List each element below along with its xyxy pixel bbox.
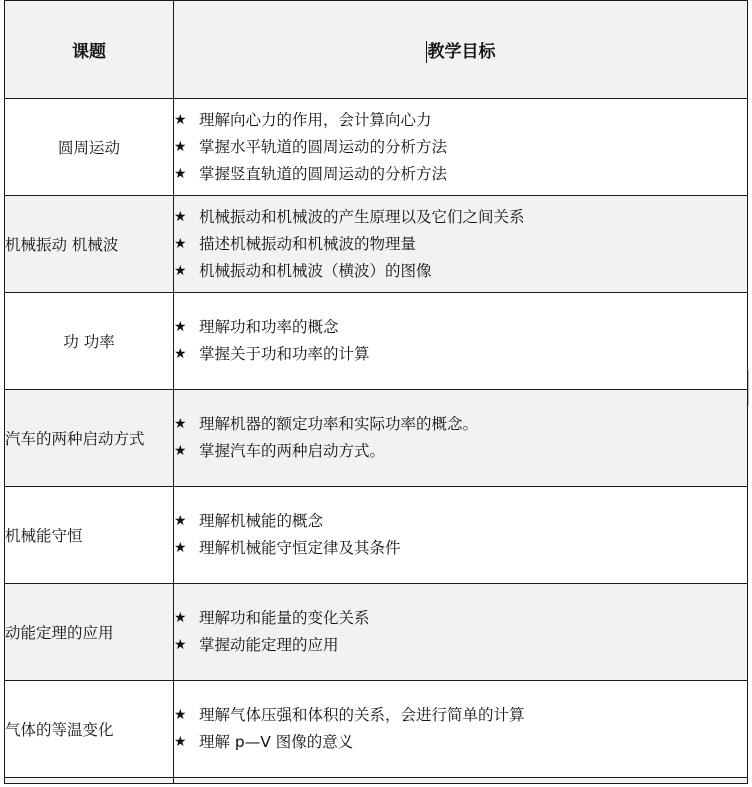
topic-cell[interactable]: 功 功率 [5, 293, 174, 390]
table-row [5, 487, 748, 584]
goals-cell[interactable] [174, 487, 748, 584]
table-row [5, 99, 748, 196]
star-bullet-icon: ★ [174, 208, 187, 225]
topic-cell[interactable]: 动能定理的应用 [5, 584, 174, 681]
teaching-goals-table [4, 0, 748, 784]
goal-item: ★ 理解向心力的作用，会计算向心力 [174, 107, 747, 134]
star-bullet-icon: ★ [174, 111, 187, 128]
star-bullet-icon: ★ [174, 346, 187, 362]
goal-item: ★ 机械振动和机械波的产生原理以及它们之间关系 [174, 204, 747, 231]
goal-item: ★ 掌握竖直轨道的圆周运动的分析方法 [174, 161, 747, 188]
goals-cell[interactable] [174, 390, 748, 487]
goal-item: ★ 理解气体压强和体积的关系，会进行简单的计算 [174, 702, 747, 729]
star-bullet-icon: ★ [174, 540, 187, 556]
header-row [5, 1, 748, 99]
goals-cell[interactable] [174, 99, 748, 196]
topic-cell[interactable]: 机械振动 机械波 [5, 196, 174, 293]
topic-header: 课题 [5, 1, 174, 99]
goals-cell[interactable] [174, 584, 748, 681]
goal-item: ★ 描述机械振动和机械波的物理量 [174, 231, 747, 258]
topic-cell[interactable]: 汽车的两种启动方式 [5, 390, 174, 487]
goal-item: ★ 理解机械能守恒定律及其条件 [174, 535, 747, 562]
table-row-partial [5, 778, 748, 784]
goal-item: ★ 掌握水平轨道的圆周运动的分析方法 [174, 134, 747, 161]
table-row [5, 584, 748, 681]
goals-cell[interactable] [174, 681, 748, 778]
star-bullet-icon: ★ [174, 734, 187, 750]
goal-item: ★ 理解功和能量的变化关系 [174, 605, 747, 632]
goal-item: ★ 掌握动能定理的应用 [174, 632, 747, 659]
goal-item: ★ 理解功和功率的概念 [174, 314, 747, 341]
star-bullet-icon: ★ [174, 513, 187, 529]
goal-item: ★ 机械振动和机械波（横波）的图像 [174, 258, 747, 285]
topic-cell[interactable]: 圆周运动 [5, 99, 174, 196]
goal-item: ★ 理解机器的额定功率和实际功率的概念。 [174, 411, 747, 438]
star-bullet-icon: ★ [174, 610, 187, 626]
star-bullet-icon: ★ [174, 319, 187, 335]
goal-item: ★ 掌握汽车的两种启动方式。 [174, 438, 747, 465]
topic-cell[interactable] [5, 778, 174, 784]
goals-cell[interactable] [174, 293, 748, 390]
goal-item: ★ 理解 p—V 图像的意义 [174, 729, 747, 756]
star-bullet-icon: ★ [174, 262, 187, 279]
star-bullet-icon: ★ [174, 235, 187, 252]
star-bullet-icon: ★ [174, 165, 187, 182]
goal-item: ★ 理解机械能的概念 [174, 508, 747, 535]
topic-cell[interactable]: 机械能守恒 [5, 487, 174, 584]
star-bullet-icon: ★ [174, 707, 187, 723]
star-bullet-icon: ★ [174, 138, 187, 155]
goal-header-label: 教学目标 [427, 41, 496, 62]
table-row [5, 196, 748, 293]
topic-cell[interactable]: 气体的等温变化 [5, 681, 174, 778]
goal-header[interactable] [174, 1, 748, 99]
star-bullet-icon: ★ [174, 416, 187, 432]
star-bullet-icon: ★ [174, 443, 187, 459]
table-row [5, 681, 748, 778]
window-edge-divider [748, 370, 752, 406]
table-row [5, 293, 748, 390]
star-bullet-icon: ★ [174, 637, 187, 653]
text-cursor [426, 41, 427, 63]
goals-cell[interactable] [174, 196, 748, 293]
table-row [5, 390, 748, 487]
goal-item: ★ 掌握关于功和功率的计算 [174, 341, 747, 368]
goals-cell[interactable] [174, 778, 748, 784]
